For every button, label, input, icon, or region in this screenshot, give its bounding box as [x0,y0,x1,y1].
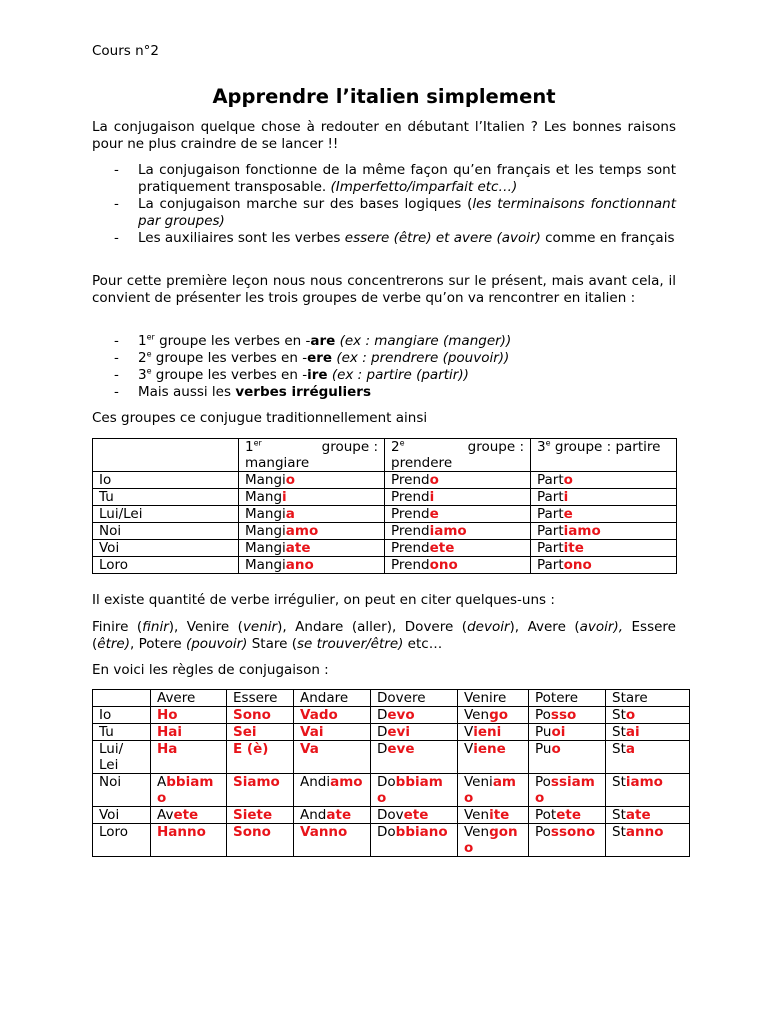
verb-stem: Mangi [245,557,286,573]
verb-stem: Po [535,707,551,723]
table-cell [93,439,239,472]
verbs-line-segment: Stare ( [247,636,297,652]
table-cell [529,724,606,741]
table-cell [385,523,531,540]
verb-stem: Mangi [245,523,286,539]
page-title: Apprendre l’italien simplement [212,85,556,108]
table-cell [227,774,294,807]
verb-ending: bbiano [395,824,448,840]
verb-ending: ete [403,807,429,823]
verb-ending: iene [473,741,506,757]
table-cell [151,807,227,824]
table-header-cell: Dovere [371,690,458,707]
verb-stem: St [612,774,626,790]
verb-ending: evi [387,724,410,740]
verb-stem: Dov [377,807,404,823]
course-label: Cours n°2 [92,43,160,59]
table-row [93,741,690,774]
table-cell [294,707,371,724]
verb-ending: ono [563,557,592,573]
verb-stem: D [377,707,388,723]
row-person: Tu [93,489,239,506]
verb-ending: bbiamo [377,774,443,806]
verb-stem: Part [537,472,564,488]
verb-ending: Vado [300,707,338,723]
verb-stem: Prend [391,472,430,488]
table-cell [531,557,677,574]
table-row [93,489,677,506]
table-cell [606,741,690,774]
verb-stem: St [612,824,626,840]
table-header-cell: Stare [606,690,690,707]
verb-stem: A [157,774,167,790]
verb-ending: amo [330,774,363,790]
verbs-line-segment: etc… [403,636,443,652]
row-person: Voi [93,540,239,557]
row-person: Lui/ Lei [93,741,151,774]
table-cell [531,540,677,557]
table-header-cell: 1er groupe : mangiare [239,439,385,472]
verb-stem: Part [537,489,564,505]
row-person: Voi [93,807,151,824]
row-person: Noi [93,774,151,807]
verb-ending: ete [429,540,455,556]
table-cell [529,707,606,724]
row-person: Lui/Lei [93,506,239,523]
verb-stem: Part [537,506,564,522]
table-cell [294,724,371,741]
verb-stem: D [377,724,388,740]
irregular-conjugation-table [92,689,690,857]
table-row [93,472,677,489]
verbs-line-segment: Finire ( [92,619,143,635]
table-cell [371,707,458,724]
verbs-line-segment: être) [97,636,131,652]
list-item: - 3e groupe les verbes en -ire (ex : partire (partir)) [114,366,469,383]
table-header-cell: Essere [227,690,294,707]
verb-stem: Part [537,557,564,573]
table-cell [239,523,385,540]
verb-stem: And [300,807,327,823]
verb-stem: D [377,741,388,757]
verb-ending: e [429,506,439,522]
verb-stem: Mangi [245,472,286,488]
row-person: Loro [93,557,239,574]
verb-ending: o [563,472,573,488]
table-cell [458,774,529,807]
verb-ending: o [429,472,439,488]
verb-ending: Ho [157,707,178,723]
list-item: - Mais aussi les verbes irréguliers [114,384,371,400]
table-row [93,807,690,824]
verb-ending: sso [550,707,577,723]
table-cell [458,824,529,857]
verb-stem: Andi [300,774,331,790]
groups-conjugation-table [92,438,677,574]
table-row [93,506,677,523]
table-cell [385,506,531,523]
list-item: - Les auxiliaires sont les verbes essere (être) et avere (avoir) comme en français [114,230,675,246]
verbs-line-segment: ), Andare (aller), Dovere ( [277,619,468,635]
verb-stem: Ven [464,824,490,840]
table-row [93,707,690,724]
table-cell [239,540,385,557]
verb-stem: Po [535,824,551,840]
table-cell [294,774,371,807]
table-cell [239,489,385,506]
verb-ending: Ha [157,741,178,757]
verb-stem: Veni [464,774,493,790]
table-cell [458,707,529,724]
verb-stem: St [612,741,626,757]
verb-ending: Siamo [233,774,280,790]
verb-ending: ieni [473,724,502,740]
verbs-line-segment: venir [242,619,278,635]
table-cell [531,523,677,540]
table-cell [294,741,371,774]
table-cell [458,741,529,774]
verb-stem: Do [377,824,396,840]
table-cell [151,724,227,741]
table-cell [606,724,690,741]
verb-ending: o [285,472,296,488]
verb-ending: a [625,741,635,757]
table-cell [529,807,606,824]
table-header-cell: Potere [529,690,606,707]
verb-ending: Siete [233,807,273,823]
verb-ending: iamo [563,523,601,539]
verbs-line [92,619,676,653]
table-cell [227,724,294,741]
table-cell [385,540,531,557]
verbs-line-segment: (pouvoir) [185,636,248,652]
row-person: Noi [93,523,239,540]
verb-ending: i [429,489,435,505]
verbs-line-segment: , Potere [130,636,186,652]
verb-ending: E (è) [233,741,269,757]
verb-ending: Hai [157,724,183,740]
verb-ending: o [625,707,636,723]
verb-ending: anno [625,824,664,840]
verb-stem: St [612,807,626,823]
reasons-list [92,162,676,247]
table-cell [294,807,371,824]
table-cell [371,724,458,741]
table-cell [93,690,151,707]
table-row [93,557,677,574]
table-row [93,824,690,857]
verbs-line-segment: se trouver/être) [296,636,404,652]
table-cell [385,472,531,489]
table-row [93,523,677,540]
verb-stem: Part [537,523,564,539]
verb-ending: Vanno [300,824,348,840]
table-cell [239,557,385,574]
verb-stem: Prend [391,489,430,505]
verb-stem: Ven [464,807,490,823]
table-header-cell: Venire [458,690,529,707]
verb-ending: e [563,506,573,522]
verb-stem: Prend [391,557,430,573]
lesson-paragraph: Pour cette première leçon nous nous concentrerons sur le présent, mais avant cela, il convient de présenter les trois groupes de verbe qu’on va rencontrer en italien : [92,273,676,306]
table-cell [371,824,458,857]
table-header-row [93,439,677,472]
table-cell [529,824,606,857]
table-cell [458,724,529,741]
verb-ending: oi [551,724,566,740]
table-cell [227,707,294,724]
table-cell [151,741,227,774]
table-cell [606,774,690,807]
table-cell [151,824,227,857]
table-cell [239,506,385,523]
table-cell [227,824,294,857]
verb-stem: V [464,741,474,757]
verb-ending: Sei [233,724,257,740]
table-cell [531,472,677,489]
table-cell [606,807,690,824]
verb-ending: iamo [625,774,663,790]
table-header-cell: 2e groupe : prendere [385,439,531,472]
intro-paragraph: La conjugaison quelque chose à redouter en débutant l’Italien ? Les bonnes raisons pour ne plus craindre de se lancer !! [92,119,676,152]
row-person: Loro [93,824,151,857]
verb-stem: Prend [391,540,430,556]
table-header-row [93,690,690,707]
verb-ending: evo [387,707,415,723]
verb-stem: Prend [391,523,430,539]
table-cell [531,506,677,523]
table-cell [529,741,606,774]
list-item: - La conjugaison fonctionne de la même façon qu’en français et les temps sont pratiquement transposable. (Imperfetto/imparfait etc…) [114,162,676,195]
verb-ending: Sono [233,824,271,840]
verb-ending: ite [489,807,510,823]
table-cell [371,741,458,774]
verb-ending: ai [625,724,640,740]
verb-ending: a [285,506,295,522]
irregular-paragraph: Il existe quantité de verbe irrégulier, on peut en citer quelques-uns : [92,592,555,608]
table-cell [227,807,294,824]
verbs-line-segment: ), Venire ( [168,619,243,635]
list-item: - 2e groupe les verbes en -ere (ex : prendrere (pouvoir)) [114,349,510,366]
verb-stem: Do [377,774,396,790]
verb-ending: ete [173,807,199,823]
verb-stem: Prend [391,506,430,522]
verb-stem: V [464,724,474,740]
verb-ending: Hanno [157,824,206,840]
table-cell [294,824,371,857]
table-cell [151,774,227,807]
table-header-cell: Andare [294,690,371,707]
list-item: - La conjugaison marche sur des bases logiques (les terminaisons fonctionnant par groupes) [114,196,677,229]
verb-ending: ssono [550,824,596,840]
verb-stem: Av [157,807,174,823]
verb-stem: St [612,724,626,740]
table-row [93,540,677,557]
verb-stem: Po [535,774,551,790]
verbs-line-segment: ), Avere ( [509,619,580,635]
verb-stem: St [612,707,626,723]
groups-list [92,333,676,401]
verb-ending: ate [326,807,352,823]
table-cell [371,807,458,824]
table-row [93,724,690,741]
table-cell [458,807,529,824]
verb-ending: Sono [233,707,271,723]
row-person: Tu [93,724,151,741]
list-item: - 1er groupe les verbes en -are (ex : mangiare (manger)) [114,332,512,349]
verb-ending: ate [625,807,651,823]
verb-ending: iamo [429,523,467,539]
verb-ending: Vai [300,724,324,740]
verb-ending: go [489,707,509,723]
verb-stem: Mangi [245,506,286,522]
table-cell [151,707,227,724]
table-cell [385,489,531,506]
verbs-line-segment: devoir [467,619,510,635]
table-header-cell: 3e groupe : partire [531,439,677,472]
rules-caption: En voici les règles de conjugaison : [92,662,329,678]
verb-ending: bbiamo [157,774,214,806]
verb-stem: Pu [535,741,552,757]
table-row [93,774,690,807]
verb-ending: i [282,489,287,505]
table-header-cell: Avere [151,690,227,707]
verbs-line-segment: Essere ( [92,619,676,652]
verb-ending: amo [285,523,319,539]
verb-ending: gono [464,824,518,856]
verb-stem: Mangi [245,540,286,556]
verb-stem: Mang [245,489,283,505]
verb-ending: ate [285,540,311,556]
verb-ending: ssiamo [535,774,595,806]
verbs-line-segment: avoir), [579,619,632,635]
verb-ending: ite [563,540,584,556]
table-cell [606,707,690,724]
table1-caption: Ces groupes ce conjugue traditionnellement ainsi [92,410,428,426]
verb-ending: Va [300,741,319,757]
verb-ending: ete [556,807,581,823]
verb-stem: Ven [464,707,490,723]
verb-ending: i [563,489,569,505]
table-cell [371,774,458,807]
verb-ending: eve [387,741,415,757]
verb-stem: Pu [535,724,552,740]
verb-stem: Part [537,540,564,556]
row-person: Io [93,707,151,724]
row-person: Io [93,472,239,489]
verb-stem: Pot [535,807,557,823]
table-cell [531,489,677,506]
verb-ending: ono [429,557,458,573]
verb-ending: o [551,741,561,757]
table-cell [239,472,385,489]
verbs-line-segment: finir [142,619,169,635]
verb-ending: ano [285,557,314,573]
table-cell [606,824,690,857]
table-cell [227,741,294,774]
table-cell [529,774,606,807]
verb-ending: amo [464,774,516,806]
table-cell [385,557,531,574]
